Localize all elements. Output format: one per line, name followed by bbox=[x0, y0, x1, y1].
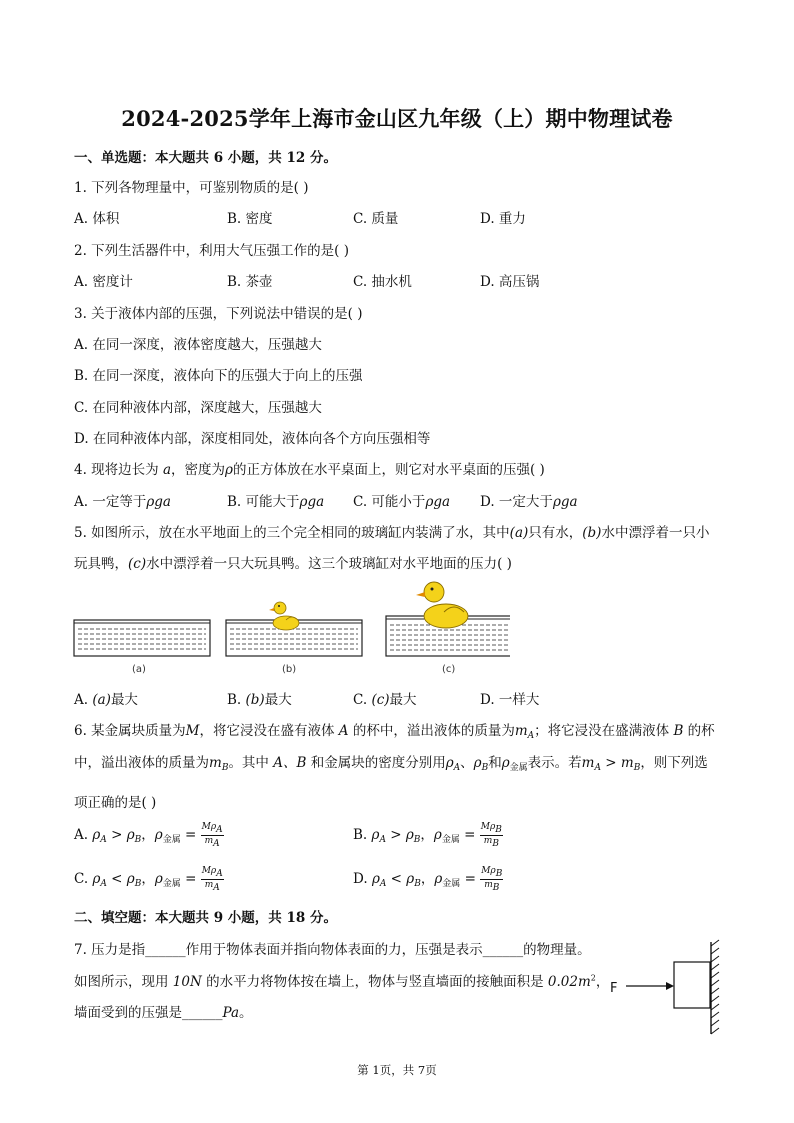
page-title: 2024-2025学年上海市金山区九年级（上）期中物理试卷 bbox=[121, 106, 673, 131]
large-duck-icon bbox=[416, 582, 468, 628]
q3-option-d: D. 在同种液体内部，深度相同处，液体向各个方向压强相等 bbox=[74, 431, 431, 447]
force-arrow-head-icon bbox=[666, 982, 674, 990]
page-footer: 第 1页，共 7页 bbox=[357, 1063, 437, 1077]
q1-option-d: D. 重力 bbox=[480, 211, 526, 227]
q1-option-b: B. 密度 bbox=[227, 211, 273, 227]
question-7-line-2: 如图所示，现用 10N 的水平力将物体按在墙上，物体与竖直墙面的接触面积是 $0.02m^2$， bbox=[74, 973, 610, 990]
q5-option-a: A. (a)最大 bbox=[74, 692, 138, 708]
question-1-stem: 1. 下列各物理量中，可鉴别物质的是( ) bbox=[74, 180, 309, 196]
q2-option-c: C. 抽水机 bbox=[353, 274, 412, 290]
q3-option-a: A. 在同一深度，液体密度越大，压强越大 bbox=[74, 337, 322, 353]
wall-block-figure bbox=[600, 938, 730, 1038]
question-5-stem-line-1: 5. 如图所示，放在水平地面上的三个完全相同的玻璃缸内装满了水，其中(a)只有水，(b)水中漂浮着一只小 bbox=[74, 525, 710, 541]
q6-option-b: B. $\rho_A > \rho_B$，$\rho_{金属}$ = $\frac{\text{MρB}}{mB}$ bbox=[353, 822, 502, 849]
q2-option-b: B. 茶壶 bbox=[227, 274, 273, 290]
q5-option-c: C. (c)最大 bbox=[353, 692, 417, 708]
q4-option-c: C. 可能小于ρga bbox=[353, 494, 451, 510]
question-7-line-1: 7. 压力是指______作用于物体表面并指向物体表面的力，压强是表示______的物理量。 bbox=[74, 942, 591, 958]
fish-tanks-figure bbox=[70, 580, 510, 680]
q4-option-b: B. 可能大于ρga bbox=[227, 494, 325, 510]
q4-option-a: A. 一定等于ρga bbox=[74, 494, 171, 510]
question-6-stem-line-1: 6. 某金属块质量为M，将它浸没在盛有液体 A 的杯中，溢出液体的质量为$m_A$；将它浸没在盛满液体 B 的杯 bbox=[74, 723, 715, 741]
q1-option-a: A. 体积 bbox=[74, 211, 120, 227]
q5-option-b: B. (b)最大 bbox=[227, 692, 292, 708]
question-2-stem: 2. 下列生活器件中，利用大气压强工作的是( ) bbox=[74, 243, 349, 259]
tank-b-label: (b) bbox=[282, 664, 297, 675]
q2-option-a: A. 密度计 bbox=[74, 274, 133, 290]
section-heading-fill-blank: 二、填空题：本大题共 9 小题，共 18 分。 bbox=[74, 910, 337, 926]
q6-option-d: D. $\rho_A < \rho_B$，$\rho_{金属}$ = $\frac{\text{MρB}}{mB}$ bbox=[353, 866, 503, 893]
question-4-stem: 4. 现将边长为 a，密度为ρ的正方体放在水平桌面上，则它对水平桌面的压强( ) bbox=[74, 462, 545, 478]
block bbox=[674, 962, 710, 1008]
q5-option-d: D. 一样大 bbox=[480, 692, 540, 708]
tank-a bbox=[74, 620, 210, 656]
force-label: F bbox=[610, 981, 618, 996]
question-5-stem-line-2: 玩具鸭，(c)水中漂浮着一只大玩具鸭。这三个玻璃缸对水平地面的压力( ) bbox=[74, 556, 512, 572]
question-6-stem-line-3: 项正确的是( ) bbox=[74, 795, 157, 811]
question-6-stem-line-2: 中，溢出液体的质量为$m_B$。其中 A、B 和金属块的密度分别用$\rho_A$、$\rho_B$和$\rho_{金属}$表示。若$m_A > m_B$，则下列选 bbox=[74, 755, 708, 773]
q6-option-c: C. $\rho_A < \rho_B$，$\rho_{金属}$ = $\frac{\text{MρA}}{mA}$ bbox=[74, 866, 223, 893]
q3-option-c: C. 在同种液体内部，深度越大，压强越大 bbox=[74, 400, 322, 416]
tank-a-label: (a) bbox=[132, 664, 146, 675]
tank-c-label: (c) bbox=[442, 664, 456, 675]
q2-option-d: D. 高压锅 bbox=[480, 274, 540, 290]
q1-option-c: C. 质量 bbox=[353, 211, 399, 227]
question-3-stem: 3. 关于液体内部的压强，下列说法中错误的是( ) bbox=[74, 306, 363, 322]
q6-option-a: A. $\rho_A > \rho_B$，$\rho_{金属}$ = $\frac{\text{MρA}}{mA}$ bbox=[74, 822, 223, 849]
section-heading-single-choice: 一、单选题：本大题共 6 小题，共 12 分。 bbox=[74, 150, 337, 166]
q3-option-b: B. 在同一深度，液体向下的压强大于向上的压强 bbox=[74, 368, 363, 384]
q4-option-d: D. 一定大于ρga bbox=[480, 494, 578, 510]
small-duck-icon bbox=[269, 602, 299, 630]
question-7-line-3: 墙面受到的压强是______Pa。 bbox=[74, 1005, 253, 1021]
wall-hatching bbox=[711, 940, 719, 1034]
